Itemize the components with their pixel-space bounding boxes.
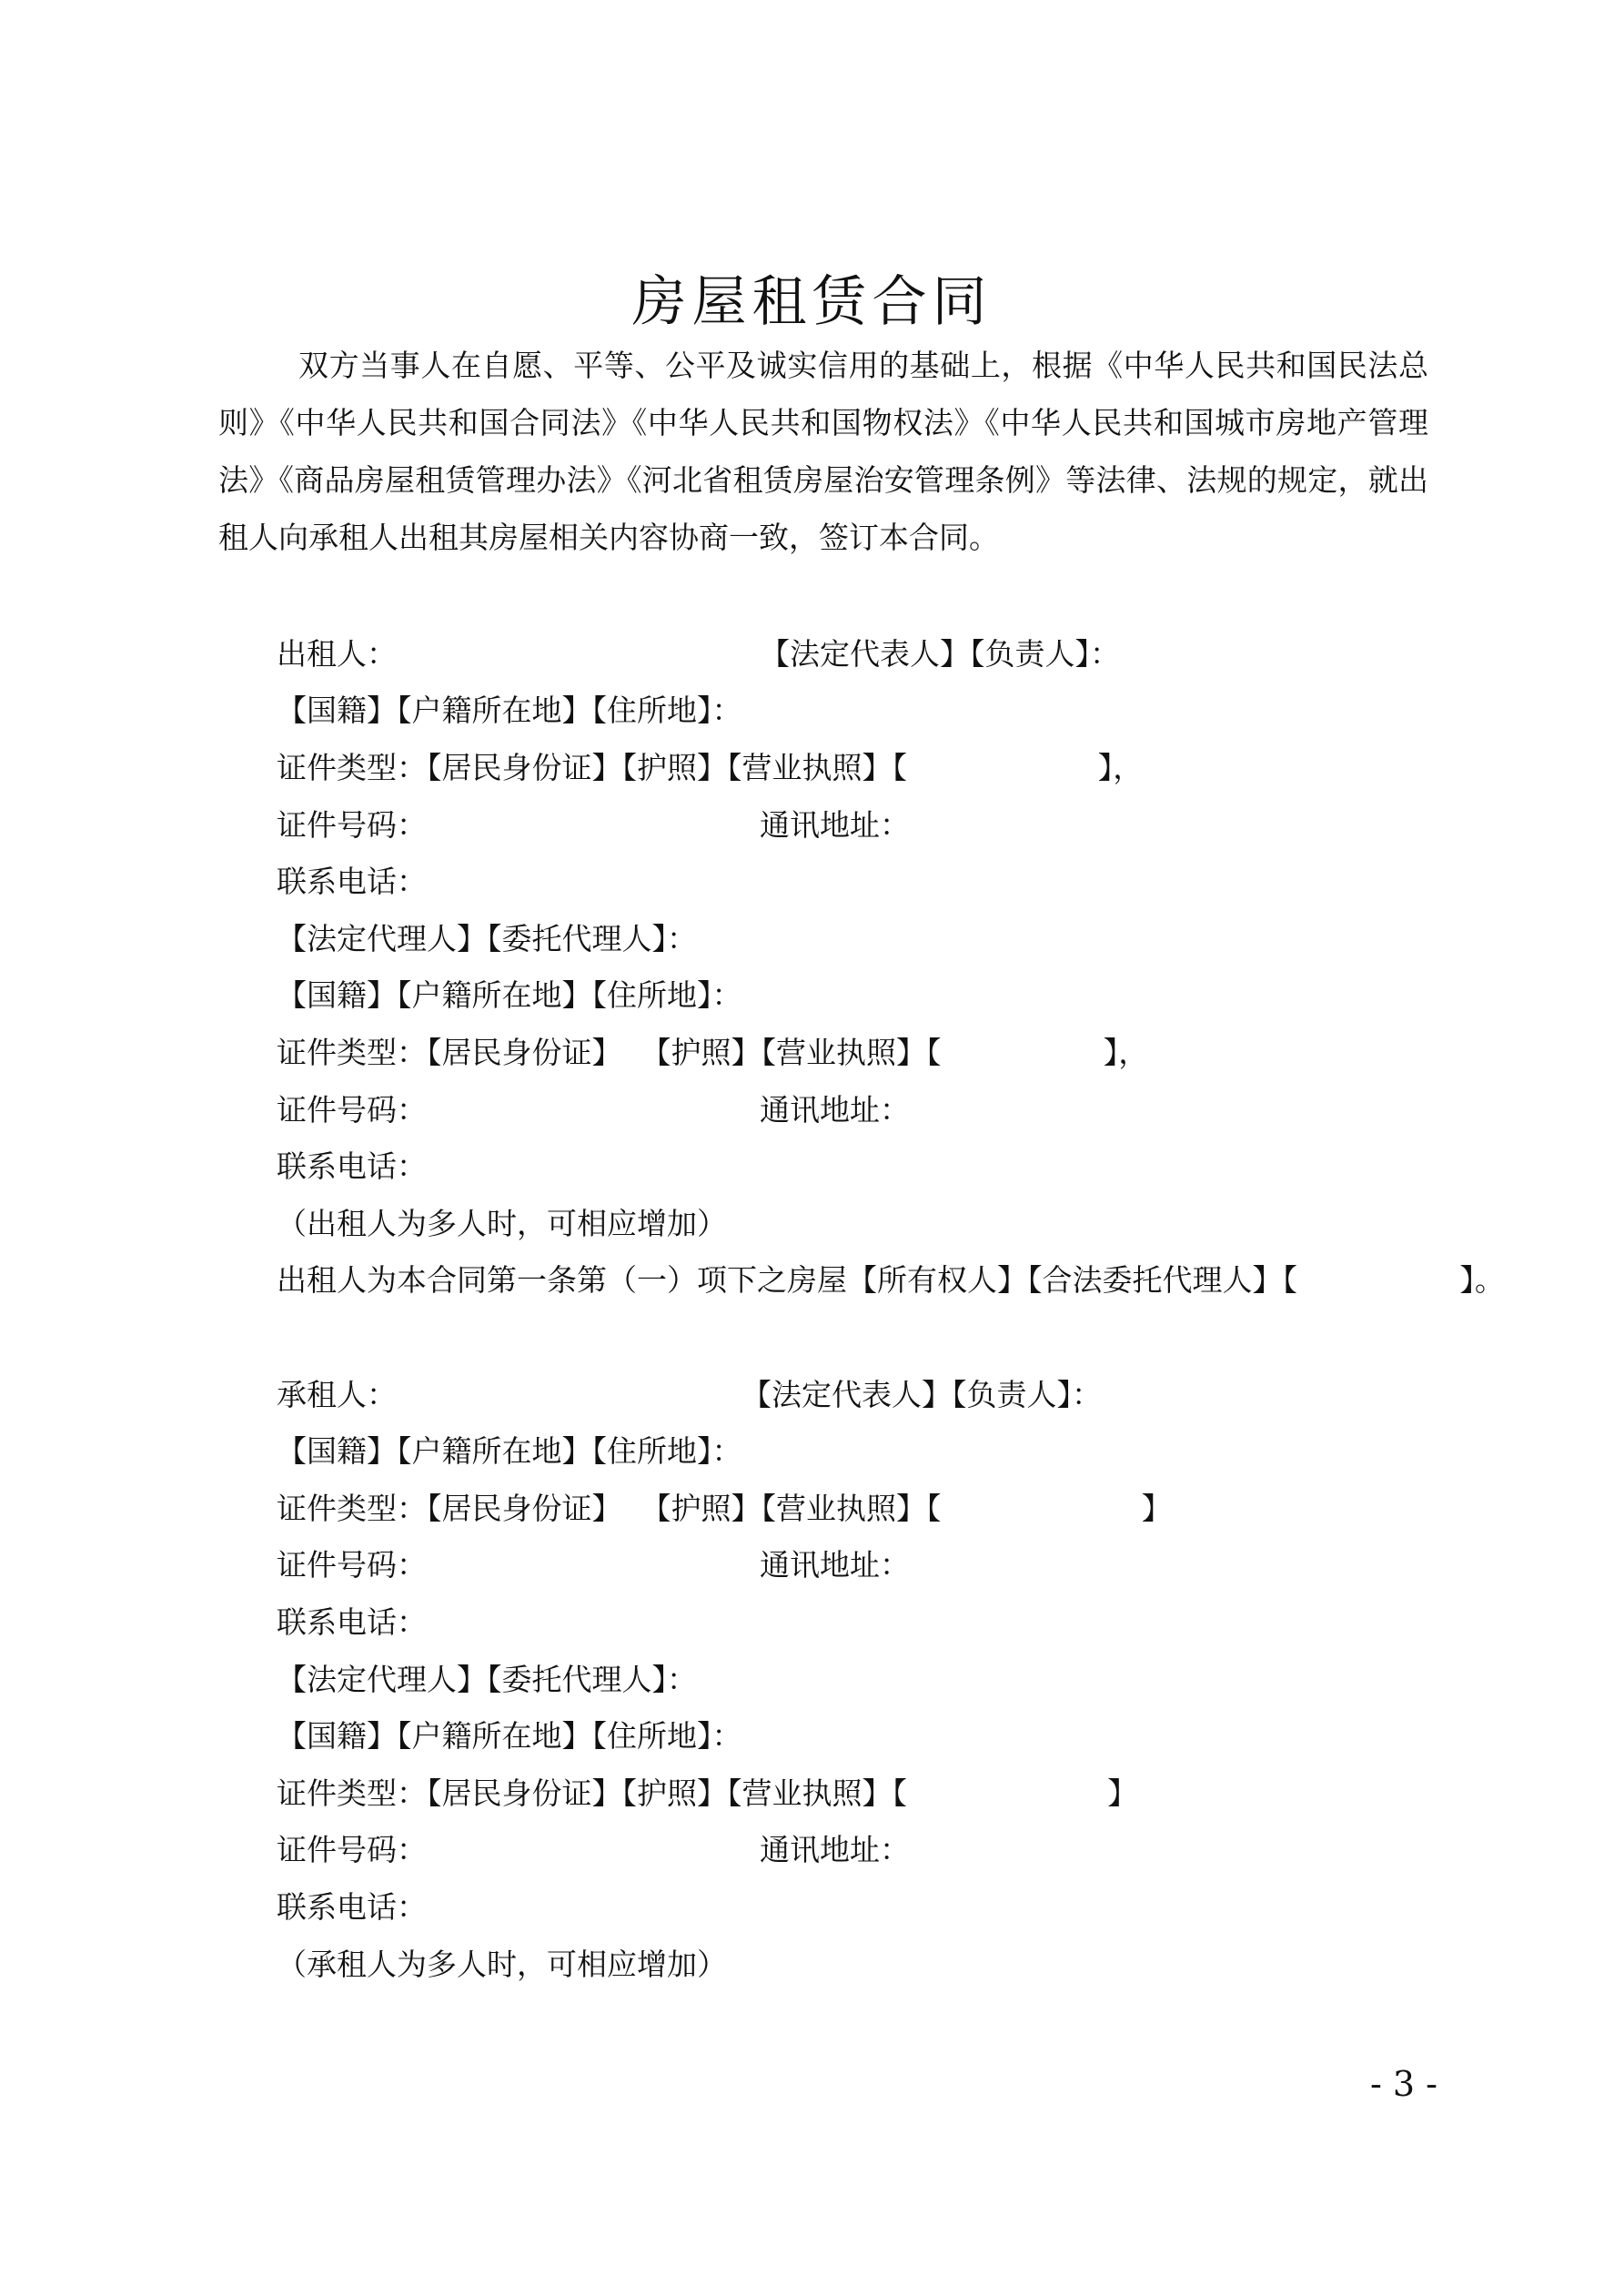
lessor-agent-phone-label: 联系电话： <box>277 1148 427 1184</box>
lessor-note: （出租人为多人时，可相应增加） <box>277 1206 727 1241</box>
lessee-residence-label: 【国籍】【户籍所在地】【住所地】： <box>277 1433 742 1469</box>
lessor-agent-label: 【法定代理人】【委托代理人】： <box>277 921 697 956</box>
lessee-agent-label: 【法定代理人】【委托代理人】： <box>277 1662 697 1697</box>
lessor-phone-label: 联系电话： <box>277 864 427 899</box>
lessor-name-label: 出租人： <box>277 636 397 672</box>
lessor-agent-id-no-label: 证件号码： <box>277 1092 427 1128</box>
lessee-name-label: 承租人： <box>277 1377 397 1412</box>
lessee-agent-id-no-label: 证件号码： <box>277 1832 427 1867</box>
lessor-agent-residence-label: 【国籍】【户籍所在地】【住所地】： <box>277 977 742 1013</box>
document-title: 房屋租赁合同 <box>631 270 993 334</box>
lessor-rep-label: 【法定代表人】【负责人】： <box>760 636 1120 672</box>
lessee-agent-phone-label: 联系电话： <box>277 1889 427 1925</box>
lessee-agent-residence-label: 【国籍】【户籍所在地】【住所地】： <box>277 1718 742 1754</box>
preamble-paragraph: 双方当事人在自愿、平等、公平及诚实信用的基础上，根据《中华人民共和国民法总则》《中华人民共和国合同法》《中华人民共和国物权法》《中华人民共和国城市房地产管理法》《商品房屋租赁管理办法》《河北省租赁房屋治安管理条例》等法律、法规的规定，就出租人向承租人出租其房屋相关内容协商一致，签订本合同。 <box>218 348 1428 555</box>
lessee-id-no-label: 证件号码： <box>277 1547 427 1583</box>
lessor-ownership-statement: 出租人为本合同第一条第（一）项下之房屋【所有权人】【合法委托代理人】【 】。 <box>277 1262 1505 1298</box>
lessee-id-type-label: 证件类型：【居民身份证】 【护照】【营业执照】【 】 <box>277 1491 1172 1526</box>
lessor-agent-id-type-label: 证件类型：【居民身份证】 【护照】【营业执照】【 】， <box>277 1035 1149 1070</box>
lessor-residence-label: 【国籍】【户籍所在地】【住所地】： <box>277 693 742 728</box>
lessee-rep-label: 【法定代表人】【负责人】： <box>741 1377 1102 1412</box>
lessee-agent-address-label: 通讯地址： <box>760 1832 910 1867</box>
lessee-phone-label: 联系电话： <box>277 1604 427 1640</box>
lessee-agent-id-type-label: 证件类型：【居民身份证】【护照】【营业执照】【 】 <box>277 1775 1138 1811</box>
lessor-address-label: 通讯地址： <box>760 807 910 843</box>
lessor-id-no-label: 证件号码： <box>277 807 427 843</box>
page-number: - 3 - <box>1369 2064 1437 2104</box>
lessee-address-label: 通讯地址： <box>760 1547 910 1583</box>
lessor-id-type-label: 证件类型：【居民身份证】【护照】【营业执照】【 】， <box>277 750 1144 785</box>
lessor-agent-address-label: 通讯地址： <box>760 1092 910 1128</box>
lessee-note: （承租人为多人时，可相应增加） <box>277 1947 727 1982</box>
